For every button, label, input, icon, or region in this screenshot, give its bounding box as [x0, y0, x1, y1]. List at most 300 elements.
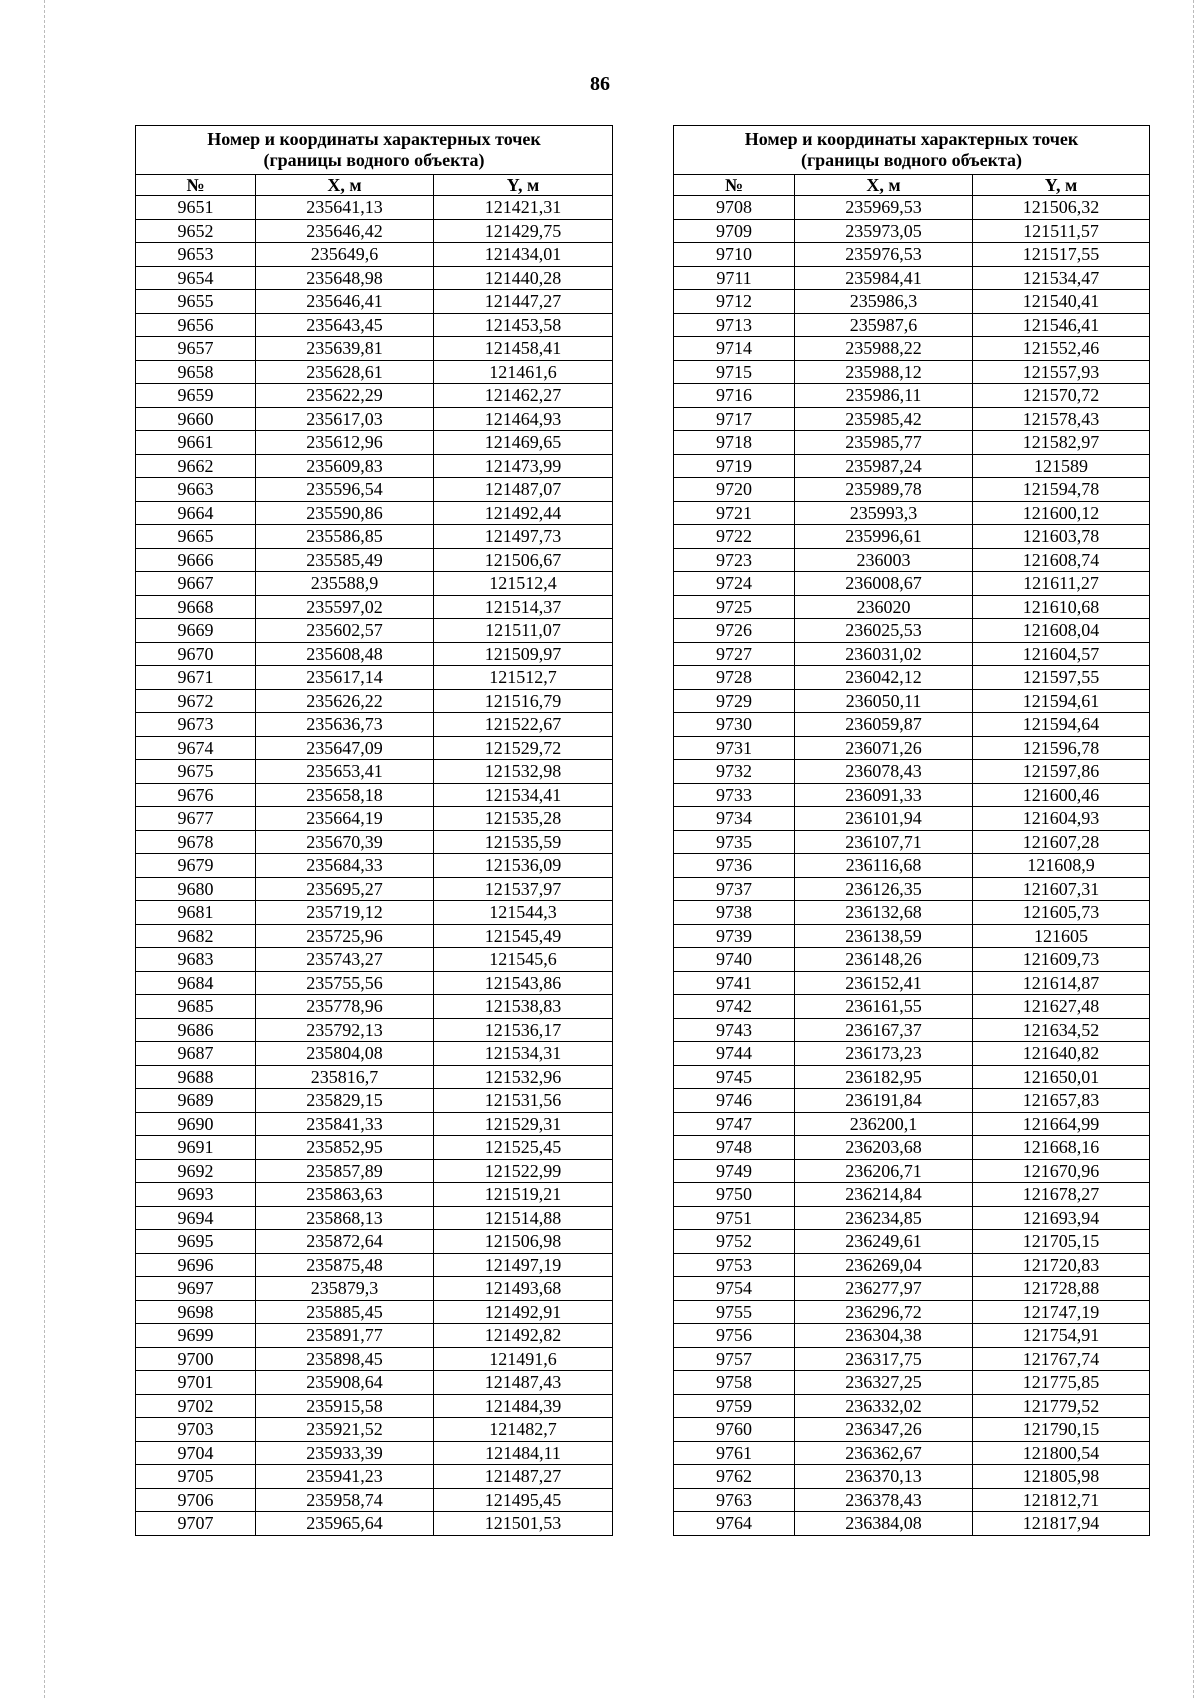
cell-y-coordinate: 121491,6 [434, 1347, 613, 1371]
cell-x-coordinate: 236126,35 [795, 877, 973, 901]
cell-point-number: 9677 [136, 807, 256, 831]
cell-y-coordinate: 121522,67 [434, 713, 613, 737]
table-row [674, 854, 1150, 878]
cell-x-coordinate: 235684,33 [256, 854, 434, 878]
cell-y-coordinate: 121640,82 [973, 1042, 1150, 1066]
table-row [674, 1347, 1150, 1371]
cell-x-coordinate: 236132,68 [795, 901, 973, 925]
cell-x-coordinate: 235852,95 [256, 1136, 434, 1160]
cell-y-coordinate: 121532,96 [434, 1065, 613, 1089]
table-caption [136, 126, 613, 175]
cell-point-number: 9725 [674, 595, 795, 619]
cell-point-number: 9661 [136, 431, 256, 455]
cell-point-number: 9666 [136, 548, 256, 572]
table-row [136, 337, 613, 361]
cell-y-coordinate: 121657,83 [973, 1089, 1150, 1113]
cell-point-number: 9667 [136, 572, 256, 596]
cell-y-coordinate: 121605,73 [973, 901, 1150, 925]
cell-x-coordinate: 236249,61 [795, 1230, 973, 1254]
cell-point-number: 9665 [136, 525, 256, 549]
table-row [136, 219, 613, 243]
table-row [674, 1418, 1150, 1442]
cell-y-coordinate: 121473,99 [434, 454, 613, 478]
table-row [136, 1488, 613, 1512]
cell-x-coordinate: 235639,81 [256, 337, 434, 361]
cell-point-number: 9707 [136, 1512, 256, 1536]
table-row [136, 924, 613, 948]
cell-x-coordinate: 235933,39 [256, 1441, 434, 1465]
cell-x-coordinate: 235602,57 [256, 619, 434, 643]
column-header-number: № [136, 175, 256, 196]
table-row [136, 760, 613, 784]
cell-x-coordinate: 235857,89 [256, 1159, 434, 1183]
table-row [674, 384, 1150, 408]
cell-x-coordinate: 235653,41 [256, 760, 434, 784]
coordinates-table-right [673, 125, 1150, 1536]
cell-point-number: 9658 [136, 360, 256, 384]
table-row [674, 1465, 1150, 1489]
cell-x-coordinate: 235986,11 [795, 384, 973, 408]
cell-y-coordinate: 121458,41 [434, 337, 613, 361]
table-row [674, 619, 1150, 643]
cell-y-coordinate: 121535,59 [434, 830, 613, 854]
cell-point-number: 9654 [136, 266, 256, 290]
cell-x-coordinate: 235829,15 [256, 1089, 434, 1113]
cell-y-coordinate: 121678,27 [973, 1183, 1150, 1207]
cell-x-coordinate: 235985,77 [795, 431, 973, 455]
table-row [136, 454, 613, 478]
table-row [674, 1488, 1150, 1512]
cell-point-number: 9696 [136, 1253, 256, 1277]
cell-y-coordinate: 121464,93 [434, 407, 613, 431]
cell-x-coordinate: 236317,75 [795, 1347, 973, 1371]
table-row [674, 1300, 1150, 1324]
cell-y-coordinate: 121800,54 [973, 1441, 1150, 1465]
table-row [136, 1112, 613, 1136]
cell-point-number: 9715 [674, 360, 795, 384]
table-row [674, 243, 1150, 267]
cell-point-number: 9651 [136, 196, 256, 220]
table-row [136, 854, 613, 878]
table-row [674, 1230, 1150, 1254]
table-row [136, 407, 613, 431]
cell-point-number: 9689 [136, 1089, 256, 1113]
cell-point-number: 9734 [674, 807, 795, 831]
cell-y-coordinate: 121597,55 [973, 666, 1150, 690]
cell-x-coordinate: 236161,55 [795, 995, 973, 1019]
table-row [674, 713, 1150, 737]
column-header-x: X, м [795, 175, 973, 196]
cell-point-number: 9662 [136, 454, 256, 478]
cell-y-coordinate: 121594,64 [973, 713, 1150, 737]
cell-x-coordinate: 236206,71 [795, 1159, 973, 1183]
cell-point-number: 9754 [674, 1277, 795, 1301]
cell-y-coordinate: 121487,43 [434, 1371, 613, 1395]
cell-y-coordinate: 121506,98 [434, 1230, 613, 1254]
cell-point-number: 9718 [674, 431, 795, 455]
cell-x-coordinate: 235898,45 [256, 1347, 434, 1371]
cell-y-coordinate: 121594,61 [973, 689, 1150, 713]
cell-y-coordinate: 121668,16 [973, 1136, 1150, 1160]
cell-y-coordinate: 121650,01 [973, 1065, 1150, 1089]
cell-y-coordinate: 121516,79 [434, 689, 613, 713]
cell-x-coordinate: 235596,54 [256, 478, 434, 502]
cell-x-coordinate: 235958,74 [256, 1488, 434, 1512]
column-header-y: Y, м [434, 175, 613, 196]
table-row [674, 736, 1150, 760]
cell-y-coordinate: 121534,31 [434, 1042, 613, 1066]
cell-x-coordinate: 235725,96 [256, 924, 434, 948]
table-row [674, 901, 1150, 925]
cell-point-number: 9740 [674, 948, 795, 972]
cell-point-number: 9652 [136, 219, 256, 243]
cell-y-coordinate: 121531,56 [434, 1089, 613, 1113]
cell-y-coordinate: 121514,88 [434, 1206, 613, 1230]
cell-y-coordinate: 121506,32 [973, 196, 1150, 220]
cell-point-number: 9700 [136, 1347, 256, 1371]
scan-margin-line [1193, 0, 1194, 1698]
cell-x-coordinate: 235973,05 [795, 219, 973, 243]
cell-x-coordinate: 235986,3 [795, 290, 973, 314]
table-row [674, 478, 1150, 502]
cell-y-coordinate: 121461,6 [434, 360, 613, 384]
table-row [674, 1042, 1150, 1066]
cell-point-number: 9687 [136, 1042, 256, 1066]
cell-x-coordinate: 235891,77 [256, 1324, 434, 1348]
table-row [136, 196, 613, 220]
table-row [674, 525, 1150, 549]
page-number: 86 [590, 73, 610, 95]
table-row [136, 1230, 613, 1254]
cell-x-coordinate: 235617,03 [256, 407, 434, 431]
cell-point-number: 9742 [674, 995, 795, 1019]
cell-x-coordinate: 235586,85 [256, 525, 434, 549]
table-caption [674, 126, 1150, 175]
cell-y-coordinate: 121519,21 [434, 1183, 613, 1207]
cell-x-coordinate: 236078,43 [795, 760, 973, 784]
cell-point-number: 9664 [136, 501, 256, 525]
cell-point-number: 9699 [136, 1324, 256, 1348]
cell-point-number: 9712 [674, 290, 795, 314]
table-row [674, 1277, 1150, 1301]
cell-y-coordinate: 121747,19 [973, 1300, 1150, 1324]
cell-point-number: 9673 [136, 713, 256, 737]
cell-y-coordinate: 121589 [973, 454, 1150, 478]
cell-y-coordinate: 121538,83 [434, 995, 613, 1019]
cell-y-coordinate: 121484,39 [434, 1394, 613, 1418]
table-caption-line2: (границы водного объекта) [800, 150, 1023, 170]
table-row [674, 266, 1150, 290]
cell-y-coordinate: 121607,31 [973, 877, 1150, 901]
table-row [674, 924, 1150, 948]
table-row [136, 666, 613, 690]
cell-x-coordinate: 235987,24 [795, 454, 973, 478]
cell-y-coordinate: 121484,11 [434, 1441, 613, 1465]
cell-point-number: 9669 [136, 619, 256, 643]
cell-y-coordinate: 121536,09 [434, 854, 613, 878]
cell-point-number: 9752 [674, 1230, 795, 1254]
cell-y-coordinate: 121611,27 [973, 572, 1150, 596]
cell-x-coordinate: 236214,84 [795, 1183, 973, 1207]
table-row [136, 1394, 613, 1418]
cell-y-coordinate: 121534,47 [973, 266, 1150, 290]
table-row [136, 1347, 613, 1371]
cell-point-number: 9702 [136, 1394, 256, 1418]
cell-x-coordinate: 235670,39 [256, 830, 434, 854]
cell-y-coordinate: 121421,31 [434, 196, 613, 220]
cell-y-coordinate: 121634,52 [973, 1018, 1150, 1042]
cell-x-coordinate: 236327,25 [795, 1371, 973, 1395]
cell-point-number: 9659 [136, 384, 256, 408]
cell-point-number: 9750 [674, 1183, 795, 1207]
table-row [136, 1206, 613, 1230]
cell-x-coordinate: 235976,53 [795, 243, 973, 267]
table-row [674, 1441, 1150, 1465]
cell-y-coordinate: 121469,65 [434, 431, 613, 455]
table-row [136, 501, 613, 525]
table-row [136, 243, 613, 267]
cell-y-coordinate: 121578,43 [973, 407, 1150, 431]
cell-x-coordinate: 235612,96 [256, 431, 434, 455]
cell-x-coordinate: 236182,95 [795, 1065, 973, 1089]
table-row [136, 1465, 613, 1489]
table-row [136, 266, 613, 290]
cell-y-coordinate: 121514,37 [434, 595, 613, 619]
cell-point-number: 9686 [136, 1018, 256, 1042]
table-row [674, 431, 1150, 455]
cell-x-coordinate: 236107,71 [795, 830, 973, 854]
table-row [136, 1371, 613, 1395]
cell-x-coordinate: 235987,6 [795, 313, 973, 337]
cell-point-number: 9711 [674, 266, 795, 290]
cell-y-coordinate: 121495,45 [434, 1488, 613, 1512]
cell-point-number: 9763 [674, 1488, 795, 1512]
cell-y-coordinate: 121693,94 [973, 1206, 1150, 1230]
cell-x-coordinate: 236173,23 [795, 1042, 973, 1066]
cell-y-coordinate: 121546,41 [973, 313, 1150, 337]
column-header-y: Y, м [973, 175, 1150, 196]
cell-point-number: 9724 [674, 572, 795, 596]
table-row [136, 1159, 613, 1183]
cell-point-number: 9717 [674, 407, 795, 431]
table-row [136, 642, 613, 666]
table-row [136, 1065, 613, 1089]
column-header-number: № [674, 175, 795, 196]
cell-x-coordinate: 235608,48 [256, 642, 434, 666]
cell-y-coordinate: 121779,52 [973, 1394, 1150, 1418]
table-row [136, 525, 613, 549]
cell-y-coordinate: 121608,74 [973, 548, 1150, 572]
cell-point-number: 9726 [674, 619, 795, 643]
cell-point-number: 9684 [136, 971, 256, 995]
cell-point-number: 9698 [136, 1300, 256, 1324]
cell-x-coordinate: 235641,13 [256, 196, 434, 220]
table-caption-line1: Номер и координаты характерных точек [744, 129, 1079, 149]
table-row [136, 1183, 613, 1207]
cell-point-number: 9723 [674, 548, 795, 572]
cell-y-coordinate: 121492,44 [434, 501, 613, 525]
cell-x-coordinate: 236008,67 [795, 572, 973, 596]
table-row [674, 1253, 1150, 1277]
cell-y-coordinate: 121582,97 [973, 431, 1150, 455]
cell-x-coordinate: 235863,63 [256, 1183, 434, 1207]
table-row [136, 1441, 613, 1465]
cell-point-number: 9679 [136, 854, 256, 878]
cell-x-coordinate: 236191,84 [795, 1089, 973, 1113]
table-row [136, 572, 613, 596]
table-row [136, 548, 613, 572]
cell-point-number: 9746 [674, 1089, 795, 1113]
table-row [674, 1018, 1150, 1042]
table-caption-line2: (границы водного объекта) [263, 150, 485, 170]
cell-x-coordinate: 235626,22 [256, 689, 434, 713]
cell-x-coordinate: 236152,41 [795, 971, 973, 995]
cell-point-number: 9704 [136, 1441, 256, 1465]
cell-x-coordinate: 236050,11 [795, 689, 973, 713]
cell-point-number: 9692 [136, 1159, 256, 1183]
table-row [136, 689, 613, 713]
cell-y-coordinate: 121482,7 [434, 1418, 613, 1442]
table-row [136, 1253, 613, 1277]
cell-point-number: 9716 [674, 384, 795, 408]
cell-x-coordinate: 236059,87 [795, 713, 973, 737]
table-row [674, 219, 1150, 243]
cell-x-coordinate: 235993,3 [795, 501, 973, 525]
cell-y-coordinate: 121447,27 [434, 290, 613, 314]
table-row [136, 1277, 613, 1301]
cell-y-coordinate: 121501,53 [434, 1512, 613, 1536]
table-row [674, 689, 1150, 713]
cell-x-coordinate: 235695,27 [256, 877, 434, 901]
cell-x-coordinate: 235988,22 [795, 337, 973, 361]
table-row [674, 971, 1150, 995]
cell-point-number: 9676 [136, 783, 256, 807]
cell-x-coordinate: 235996,61 [795, 525, 973, 549]
table-row [674, 1183, 1150, 1207]
table-row [136, 877, 613, 901]
table-row [674, 877, 1150, 901]
cell-x-coordinate: 235648,98 [256, 266, 434, 290]
cell-point-number: 9753 [674, 1253, 795, 1277]
scan-margin-line [44, 0, 45, 1698]
cell-y-coordinate: 121511,07 [434, 619, 613, 643]
cell-y-coordinate: 121790,15 [973, 1418, 1150, 1442]
cell-x-coordinate: 236025,53 [795, 619, 973, 643]
cell-point-number: 9729 [674, 689, 795, 713]
cell-y-coordinate: 121608,04 [973, 619, 1150, 643]
cell-x-coordinate: 236304,38 [795, 1324, 973, 1348]
cell-point-number: 9735 [674, 830, 795, 854]
cell-x-coordinate: 235647,09 [256, 736, 434, 760]
cell-x-coordinate: 236347,26 [795, 1418, 973, 1442]
table-row [674, 1065, 1150, 1089]
cell-y-coordinate: 121522,99 [434, 1159, 613, 1183]
cell-y-coordinate: 121532,98 [434, 760, 613, 784]
cell-y-coordinate: 121609,73 [973, 948, 1150, 972]
table-row [136, 736, 613, 760]
cell-point-number: 9690 [136, 1112, 256, 1136]
cell-x-coordinate: 235879,3 [256, 1277, 434, 1301]
cell-point-number: 9693 [136, 1183, 256, 1207]
cell-y-coordinate: 121812,71 [973, 1488, 1150, 1512]
cell-x-coordinate: 235872,64 [256, 1230, 434, 1254]
cell-y-coordinate: 121529,72 [434, 736, 613, 760]
cell-y-coordinate: 121552,46 [973, 337, 1150, 361]
cell-point-number: 9660 [136, 407, 256, 431]
table-row [136, 313, 613, 337]
cell-y-coordinate: 121557,93 [973, 360, 1150, 384]
cell-point-number: 9743 [674, 1018, 795, 1042]
cell-point-number: 9701 [136, 1371, 256, 1395]
cell-x-coordinate: 235885,45 [256, 1300, 434, 1324]
cell-y-coordinate: 121570,72 [973, 384, 1150, 408]
table-caption-line1: Номер и координаты характерных точек [207, 129, 541, 149]
cell-x-coordinate: 236042,12 [795, 666, 973, 690]
cell-point-number: 9739 [674, 924, 795, 948]
cell-y-coordinate: 121493,68 [434, 1277, 613, 1301]
cell-point-number: 9720 [674, 478, 795, 502]
cell-point-number: 9703 [136, 1418, 256, 1442]
cell-x-coordinate: 235617,14 [256, 666, 434, 690]
cell-y-coordinate: 121497,73 [434, 525, 613, 549]
table-row [674, 830, 1150, 854]
cell-y-coordinate: 121462,27 [434, 384, 613, 408]
cell-x-coordinate: 235597,02 [256, 595, 434, 619]
cell-x-coordinate: 235643,45 [256, 313, 434, 337]
table-row [674, 948, 1150, 972]
cell-x-coordinate: 235985,42 [795, 407, 973, 431]
cell-y-coordinate: 121544,3 [434, 901, 613, 925]
cell-x-coordinate: 235875,48 [256, 1253, 434, 1277]
cell-y-coordinate: 121540,41 [973, 290, 1150, 314]
cell-x-coordinate: 235965,64 [256, 1512, 434, 1536]
cell-y-coordinate: 121512,7 [434, 666, 613, 690]
cell-y-coordinate: 121487,07 [434, 478, 613, 502]
cell-point-number: 9663 [136, 478, 256, 502]
table-row [136, 1042, 613, 1066]
cell-point-number: 9730 [674, 713, 795, 737]
table-row [674, 454, 1150, 478]
cell-y-coordinate: 121487,27 [434, 1465, 613, 1489]
table-row [136, 995, 613, 1019]
cell-y-coordinate: 121512,4 [434, 572, 613, 596]
cell-point-number: 9697 [136, 1277, 256, 1301]
cell-point-number: 9738 [674, 901, 795, 925]
cell-x-coordinate: 235658,18 [256, 783, 434, 807]
cell-x-coordinate: 235969,53 [795, 196, 973, 220]
cell-y-coordinate: 121434,01 [434, 243, 613, 267]
cell-point-number: 9751 [674, 1206, 795, 1230]
table-row [674, 995, 1150, 1019]
table-row [674, 807, 1150, 831]
table-row [136, 431, 613, 455]
cell-x-coordinate: 235636,73 [256, 713, 434, 737]
cell-point-number: 9760 [674, 1418, 795, 1442]
cell-point-number: 9748 [674, 1136, 795, 1160]
cell-point-number: 9762 [674, 1465, 795, 1489]
cell-x-coordinate: 235588,9 [256, 572, 434, 596]
cell-y-coordinate: 121817,94 [973, 1512, 1150, 1536]
cell-point-number: 9674 [136, 736, 256, 760]
cell-x-coordinate: 236277,97 [795, 1277, 973, 1301]
table-row [136, 807, 613, 831]
table-row [674, 1512, 1150, 1536]
cell-y-coordinate: 121536,17 [434, 1018, 613, 1042]
cell-point-number: 9719 [674, 454, 795, 478]
cell-x-coordinate: 236071,26 [795, 736, 973, 760]
table-row [674, 360, 1150, 384]
cell-point-number: 9709 [674, 219, 795, 243]
